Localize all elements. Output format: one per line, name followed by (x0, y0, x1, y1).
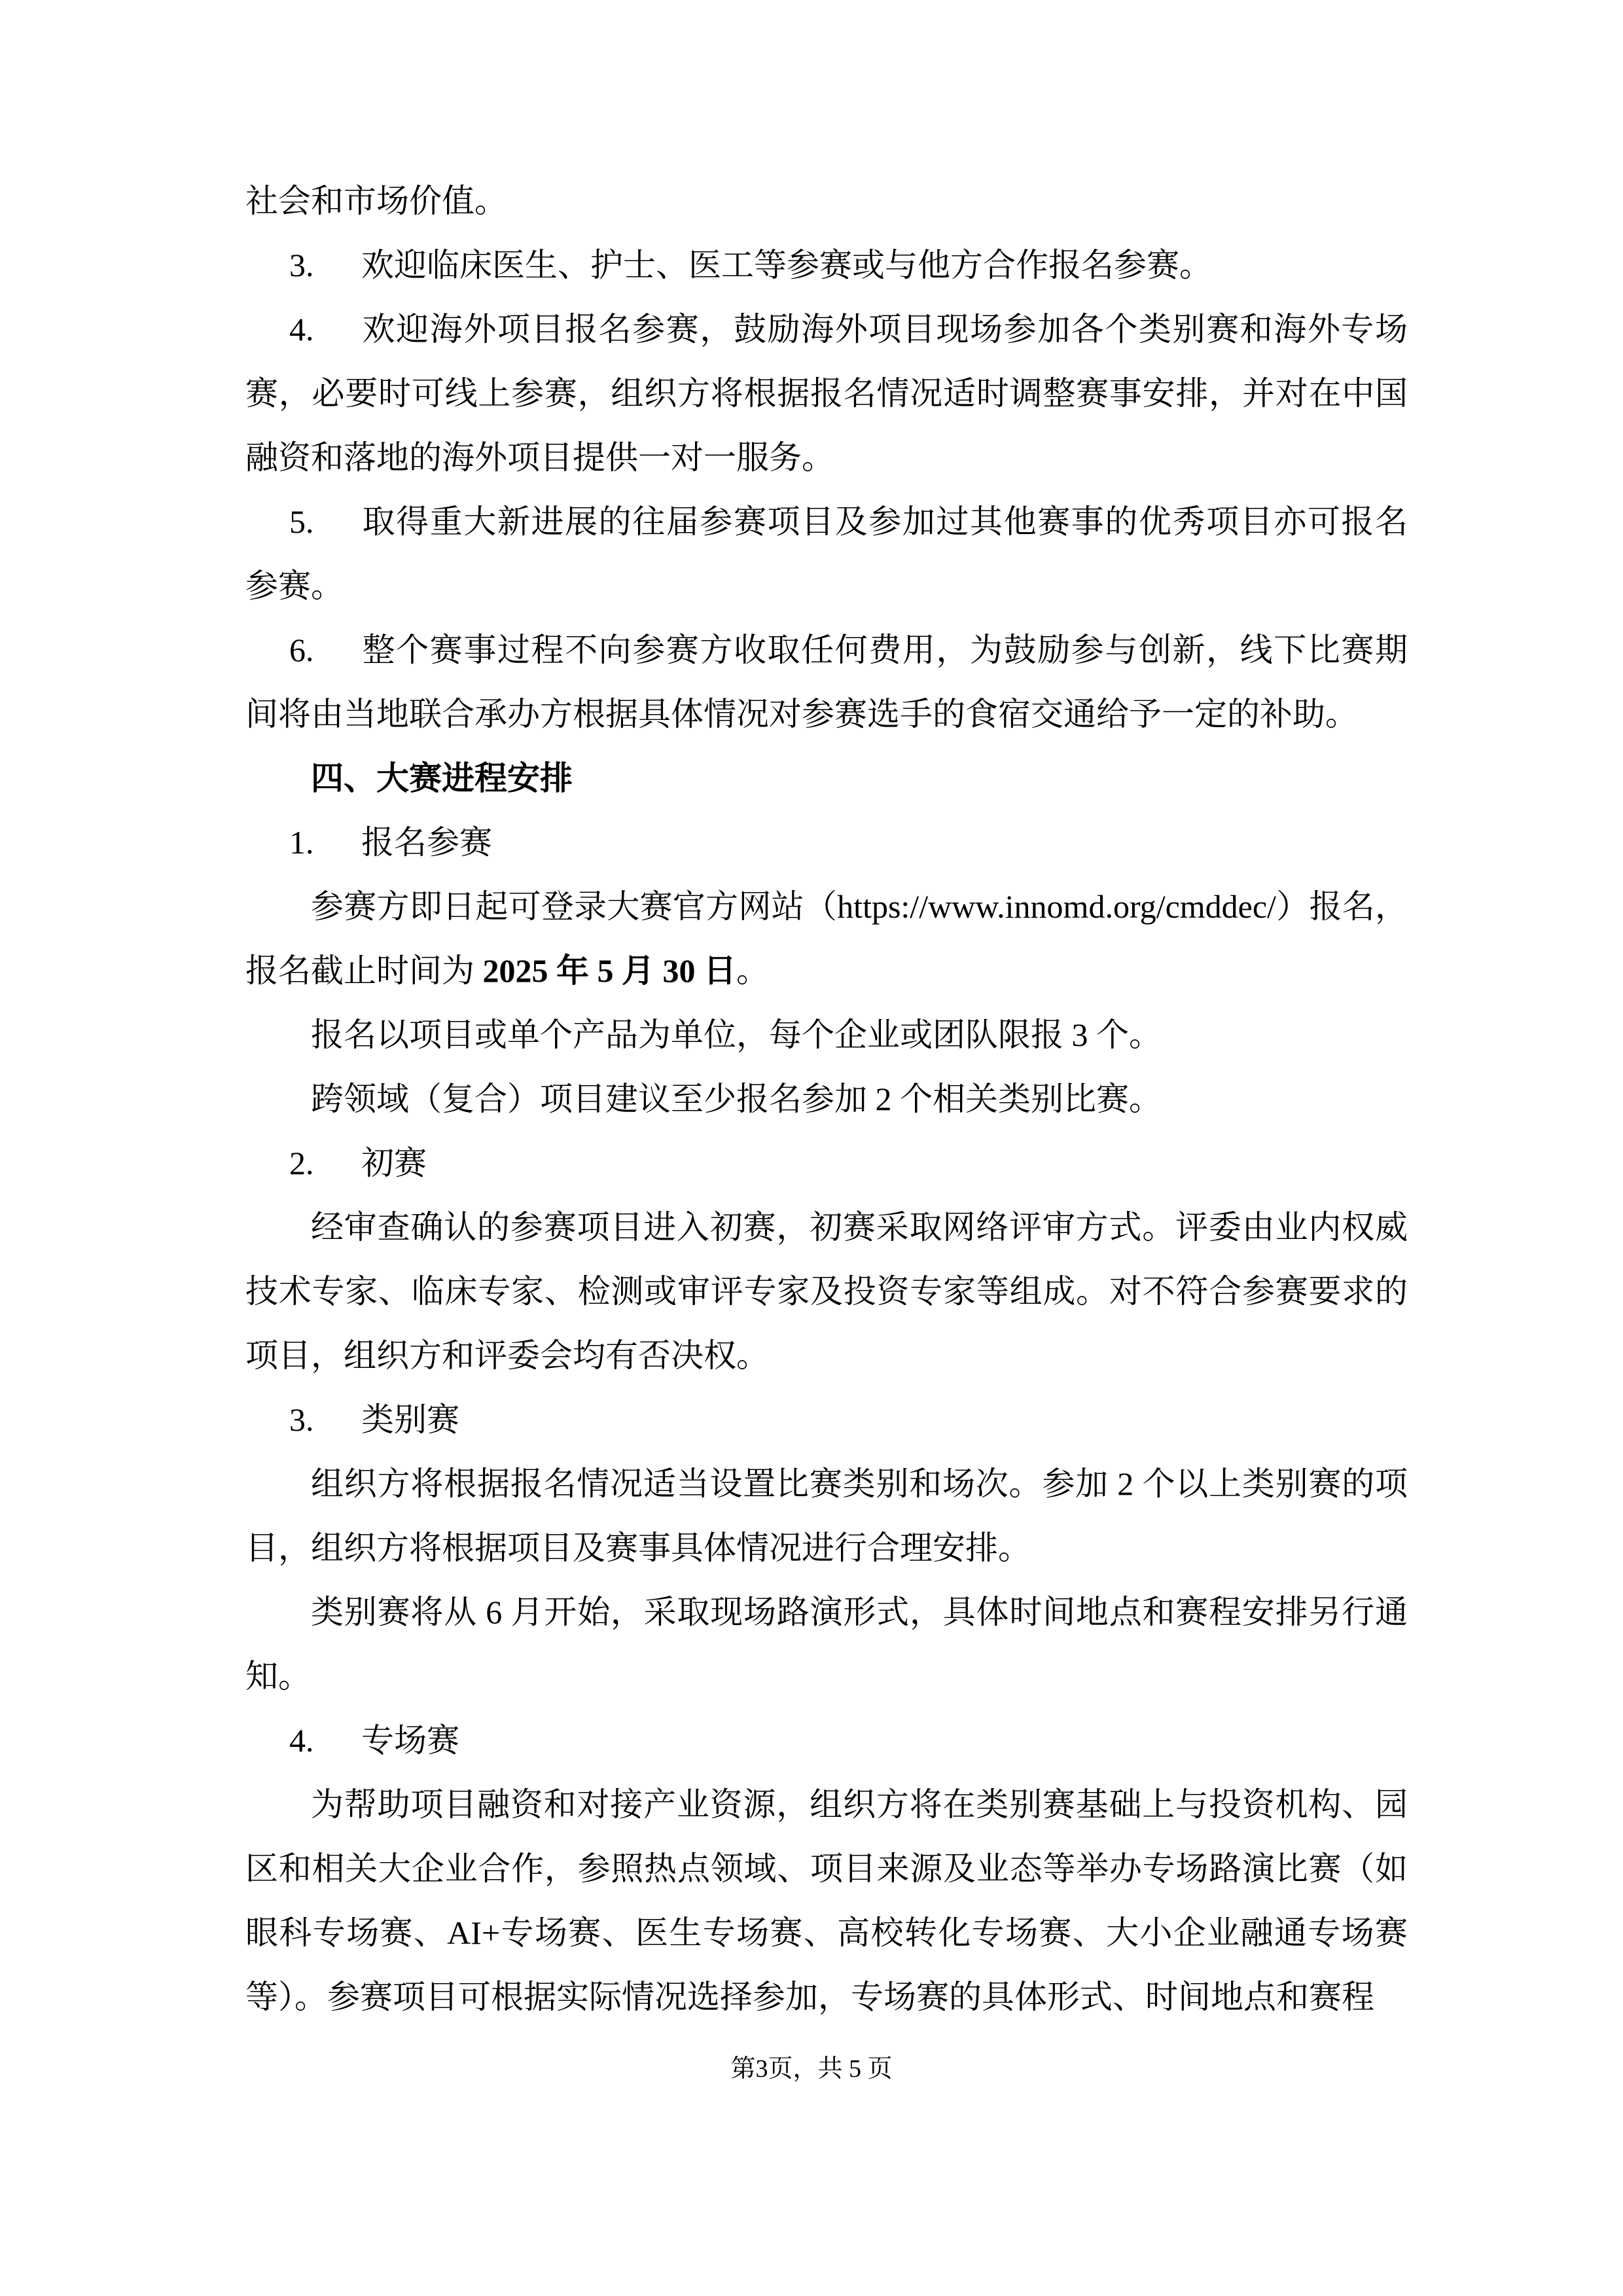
numbered-item (245, 618, 1408, 746)
body-paragraph: 为帮助项目融资和对接产业资源，组织方将在类别赛基础上与投资机构、园区和相关大企业合作，参照热点领域、项目来源及业态等举办专场路演比赛（如眼科专场赛、AI+专场赛、医生专场赛、高校转化专场赛、大小企业融通专场赛等）。参赛项目可根据实际情况选择参加，专场赛的具体形式、时间地点和赛程 (245, 1786, 1408, 2015)
body-paragraph: 组织方将根据报名情况适当设置比赛类别和场次。参加 2 个以上类别赛的项目，组织方将根据项目及赛事具体情况进行合理安排。 (245, 1465, 1408, 1566)
bold-text: 2025 年 5 月 30 日 (482, 952, 736, 989)
item-text: 整个赛事过程不向参赛方收取任何费用，为鼓励参与创新，线下比赛期间将由当地联合承办方根据具体情况对参赛选手的食宿交通给予一定的补助。 (245, 632, 1408, 732)
numbered-item (245, 1388, 1408, 1452)
item-number: 4. (289, 1722, 314, 1759)
item-number: 3. (289, 247, 314, 283)
document-body (245, 169, 1408, 2029)
item-text: 报名参赛 (361, 824, 492, 861)
numbered-item (245, 1708, 1408, 1772)
numbered-item (245, 233, 1408, 297)
page-number: 第3页，共 5 页 (730, 2055, 893, 2083)
item-number: 5. (289, 503, 314, 540)
item-number: 6. (289, 632, 314, 668)
text-run: 。 (736, 952, 769, 989)
numbered-item (245, 1131, 1408, 1195)
item-text: 取得重大新进展的往届参赛项目及参加过其他赛事的优秀项目亦可报名参赛。 (245, 503, 1408, 604)
item-number: 2. (289, 1145, 314, 1181)
body-paragraph: 报名以项目或单个产品为单位，每个企业或团队限报 3 个。 (311, 1016, 1162, 1053)
body-paragraph: 跨领域（复合）项目建议至少报名参加 2 个相关类别比赛。 (311, 1081, 1162, 1117)
item-text: 欢迎临床医生、护士、医工等参赛或与他方合作报名参赛。 (361, 247, 1212, 283)
numbered-item (245, 490, 1408, 618)
item-text: 初赛 (361, 1145, 427, 1181)
item-text: 欢迎海外项目报名参赛，鼓励海外项目现场参加各个类别赛和海外专场赛，必要时可线上参赛，组织方将根据报名情况适时调整赛事安排，并对在中国融资和落地的海外项目提供一对一服务。 (245, 311, 1408, 476)
numbered-item (245, 297, 1408, 490)
body-paragraph: 社会和市场价值。 (245, 183, 507, 219)
page-footer (0, 2054, 1623, 2084)
text-run: 参赛方即日起可登录大赛官方网站（https://www.innomd.org/cmddec/）报名，报名截止时间为 (245, 888, 1408, 989)
numbered-item (245, 810, 1408, 874)
item-number: 1. (289, 824, 314, 861)
item-number: 4. (289, 311, 314, 348)
item-text: 专场赛 (361, 1722, 459, 1759)
section-heading: 四、大赛进程安排 (311, 760, 573, 797)
body-paragraph: 经审查确认的参赛项目进入初赛，初赛采取网络评审方式。评委由业内权威技术专家、临床专家、检测或审评专家及投资专家等组成。对不符合参赛要求的项目，组织方和评委会均有否决权。 (245, 1209, 1408, 1374)
item-number: 3. (289, 1401, 314, 1438)
item-text: 类别赛 (361, 1401, 459, 1438)
body-paragraph: 类别赛将从 6 月开始，采取现场路演形式，具体时间地点和赛程安排另行通知。 (245, 1594, 1408, 1695)
body-paragraph (245, 874, 1408, 1003)
